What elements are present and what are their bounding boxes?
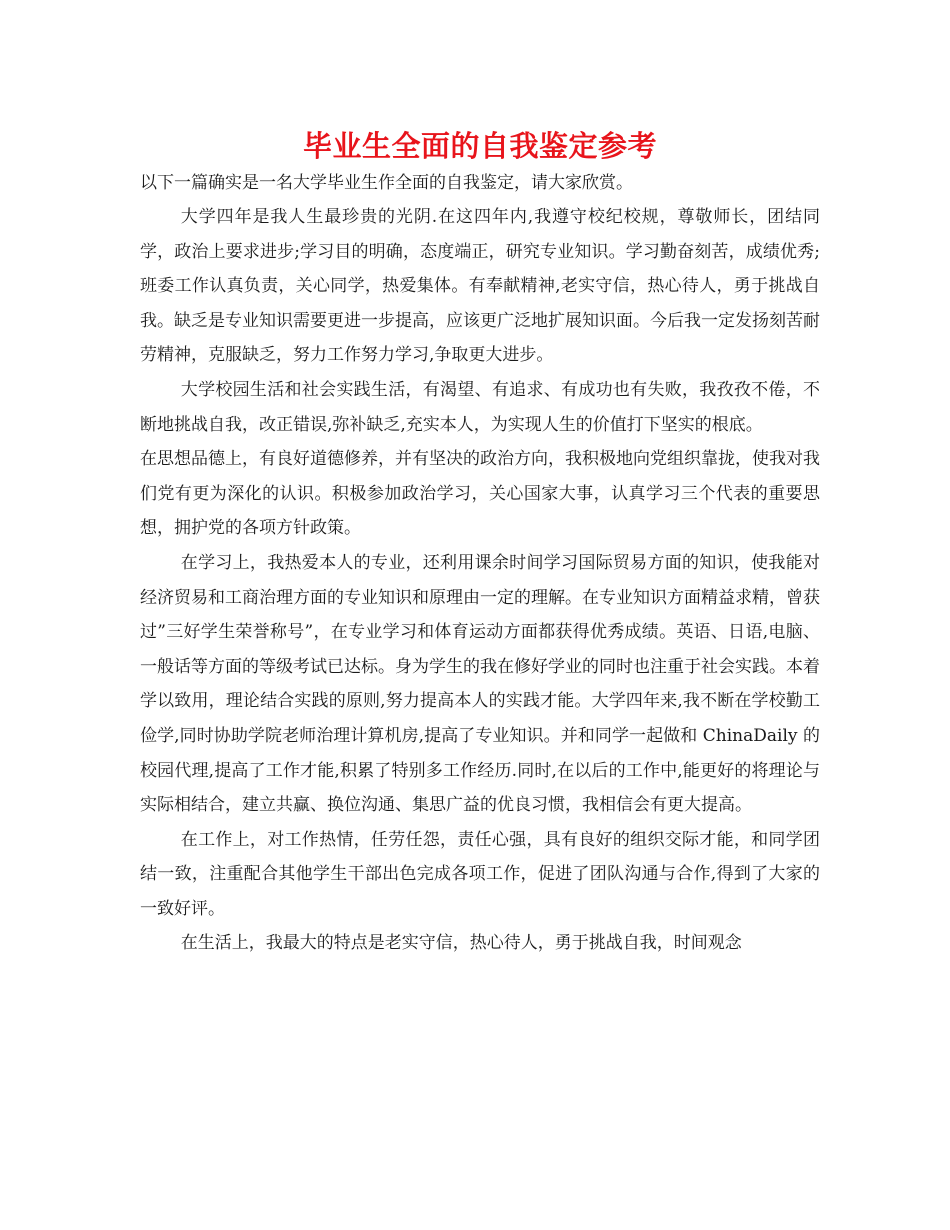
- paragraph-5: 在工作上，对工作热情，任劳任怨，责任心强，具有良好的组织交际才能，和同学团结一致，注重配合其他学生干部出色完成各项工作，促进了团队沟通与合作,得到了大家的一致好评。: [140, 829, 820, 919]
- paragraph-4: 在学习上，我热爱本人的专业，还利用课余时间学习国际贸易方面的知识，使我能对经济贸易和工商治理方面的专业知识和原理由一定的理解。在专业知识方面精益求精，曾获过”三好学生荣誉称号”，在专业学习和体育运动方面都获得优秀成绩。英语、日语,电脑、一般话等方面的等级考试已达标。身为学生的我在修好学业的同时也注重于社会实践。本着学以致用，理论结合实践的原则,努力提高本人的实践才能。大学四年来,我不断在学校勤工俭学,同时协助学院老师治理计算机房,提高了专业知识。并和同学一起做和 ChinaDaily 的校园代理,提高了工作才能,积累了特别多工作经历.同时,在以后的工作中,能更好的将理论与实际相结合，建立共赢、换位沟通、集思广益的优良习惯，我相信会有更大提高。: [140, 552, 820, 816]
- intro-line: 以下一篇确实是一名大学毕业生作全面的自我鉴定，请大家欣赏。: [140, 173, 633, 193]
- paragraph-1: 大学四年是我人生最珍贵的光阴.在这四年内,我遵守校纪校规，尊敬师长，团结同学，政治上要求进步;学习目的明确，态度端正，研究专业知识。学习勤奋刻苦，成绩优秀;班委工作认真负责，关心同学，热爱集体。有奉献精神,老实守信，热心待人，勇于挑战自我。缺乏是专业知识需要更进一步提高，应该更广泛地扩展知识面。今后我一定发扬刻苦耐劳精神，克服缺乏，努力工作努力学习,争取更大进步。: [140, 207, 820, 366]
- paragraph-2: 大学校园生活和社会实践生活，有渴望、有追求、有成功也有失败，我孜孜不倦，不断地挑战自我，改正错误,弥补缺乏,充实本人，为实现人生的价值打下坚实的根底。: [140, 379, 820, 435]
- paragraph-3: 在思想品德上，有良好道德修养，并有坚决的政治方向，我积极地向党组织靠拢，使我对我们党有更为深化的认识。积极参加政治学习，关心国家大事，认真学习三个代表的重要思想，拥护党的各项方针政策。: [140, 449, 820, 539]
- document-title: 毕业生全面的自我鉴定参考: [302, 129, 657, 163]
- paragraph-6: 在生活上，我最大的特点是老实守信，热心待人，勇于挑战自我，时间观念: [180, 933, 742, 954]
- document-page: [140, 128, 820, 961]
